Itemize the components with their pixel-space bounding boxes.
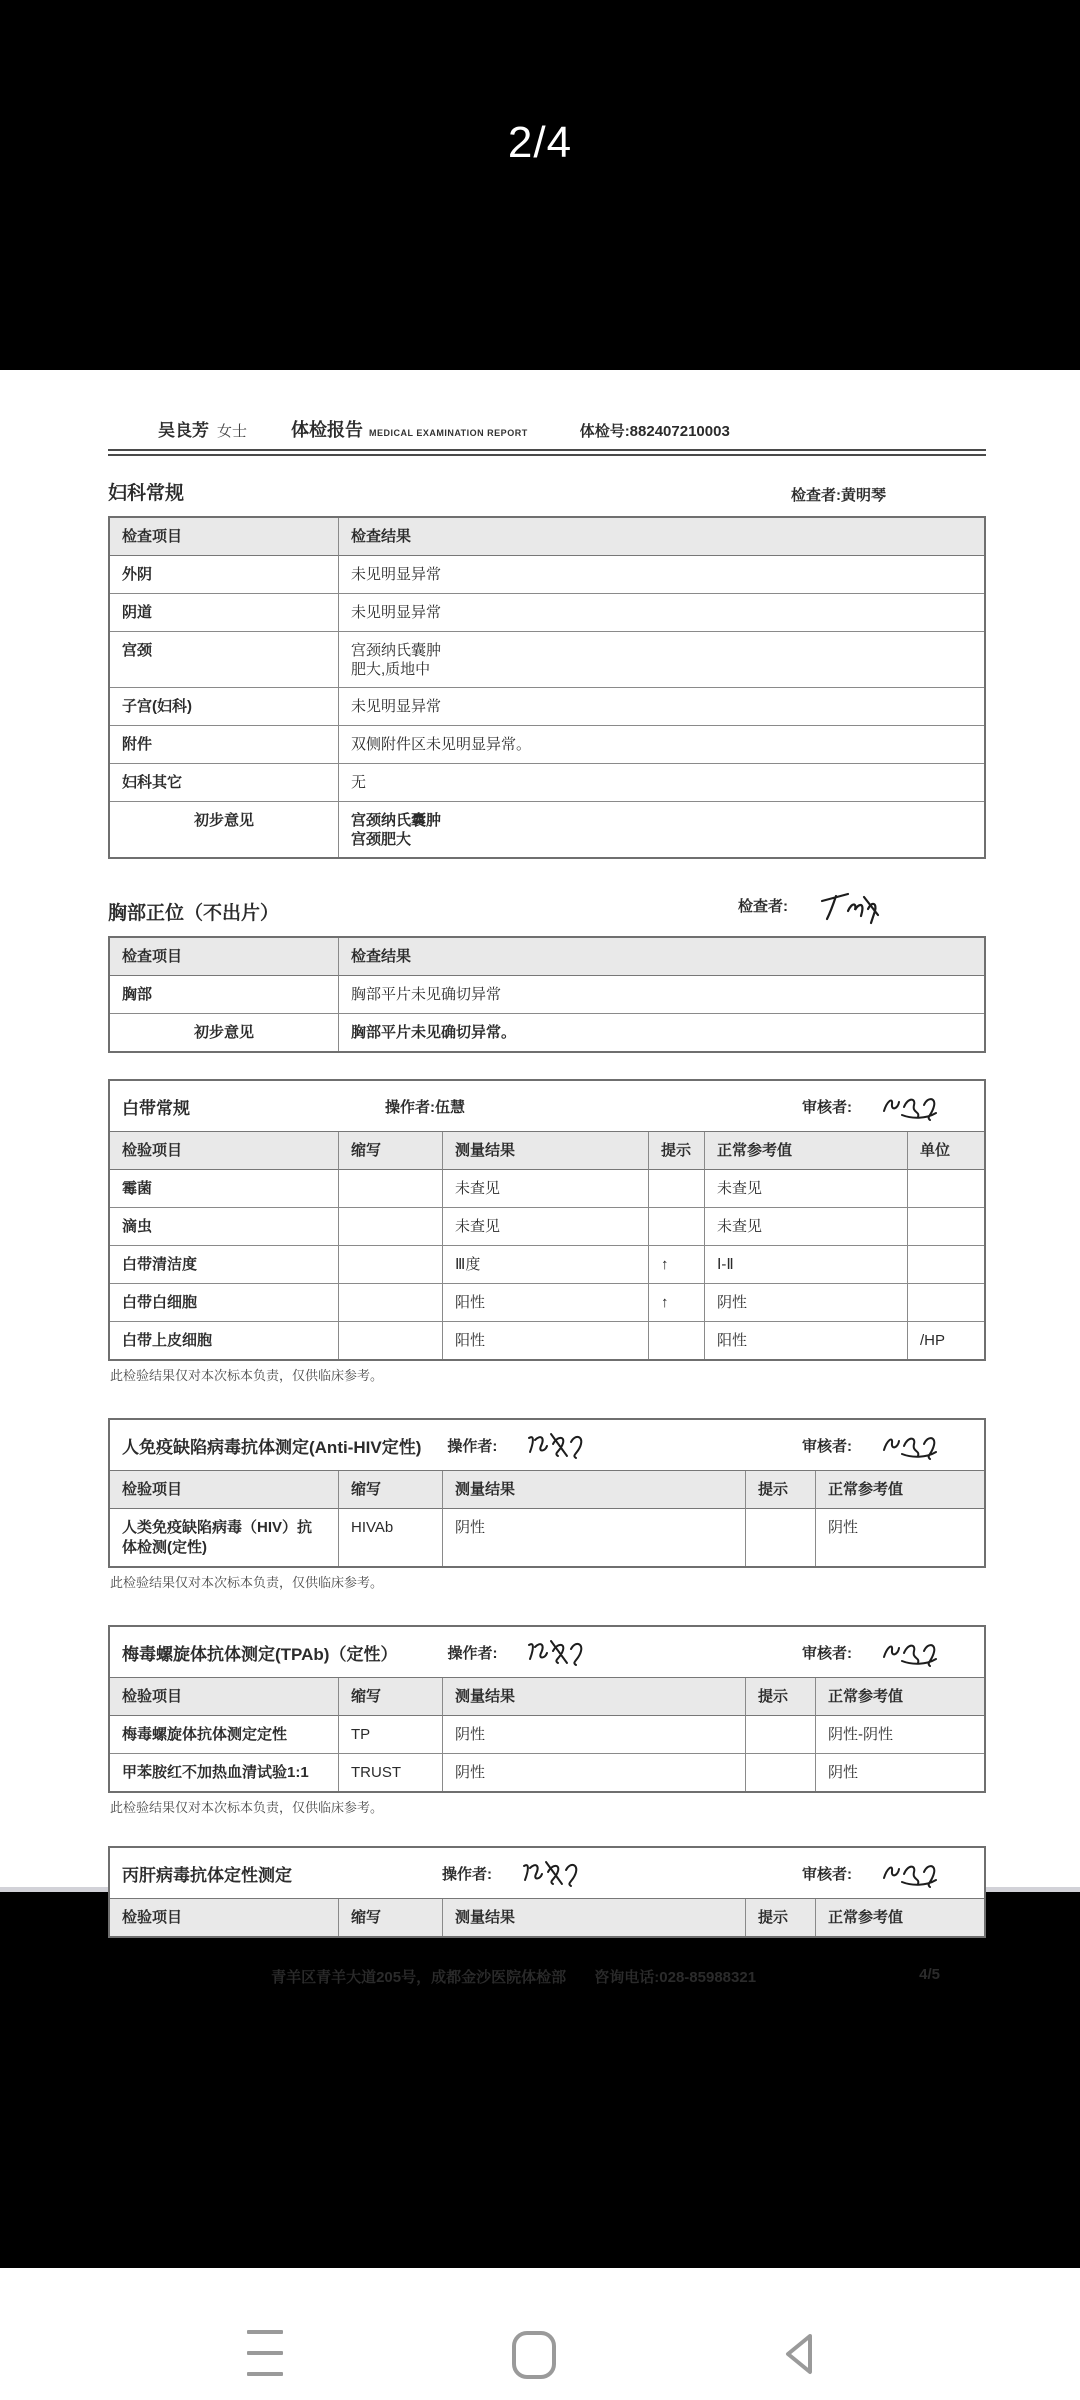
col-header: 单位	[908, 1132, 984, 1170]
cell-item: 子宫(妇科)	[110, 688, 339, 726]
header-divider	[108, 449, 986, 456]
cell-result: Ⅲ度	[443, 1246, 649, 1284]
footer-address	[271, 1966, 756, 1987]
section-chest-title: 胸部正位（不出片）	[108, 903, 280, 924]
col-header: 提示	[649, 1132, 705, 1170]
cell-abbr: TP	[339, 1716, 443, 1754]
chest-table	[108, 936, 986, 1053]
cell-item: 外阴	[110, 556, 339, 594]
disclaimer-note: 此检验结果仅对本次标本负责，仅供临床参考。	[110, 1800, 384, 1815]
cell-abbr	[339, 1246, 443, 1284]
cell-item: 白带清洁度	[110, 1246, 339, 1284]
cell-flag	[649, 1170, 705, 1208]
result-line: 宫颈肥大	[351, 831, 412, 848]
tpab-table	[108, 1625, 986, 1793]
examiner-label: 检查者:	[790, 487, 841, 504]
clinic-address: 青羊区青羊大道205号，成都金沙医院体检部	[271, 1969, 567, 1986]
col-header: 缩写	[339, 1471, 443, 1509]
cell-flag	[649, 1208, 705, 1246]
col-header: 检查项目	[110, 518, 339, 556]
cell-item: 人类免疫缺陷病毒（HIV）抗体检测(定性)	[110, 1509, 339, 1566]
recents-line	[247, 2372, 283, 2376]
cell-flag	[746, 1509, 816, 1566]
cell-item: 白带上皮细胞	[110, 1322, 339, 1359]
cell-result: 无	[339, 764, 984, 802]
document-footer	[108, 1966, 986, 1987]
cell-item: 初步意见	[110, 802, 339, 857]
examiner-label: 检查者:	[738, 897, 788, 915]
report-header	[108, 416, 986, 442]
operator	[447, 1635, 591, 1669]
signature-handwriting	[523, 1428, 591, 1462]
cell-result: 阳性	[443, 1322, 649, 1359]
cell-item: 附件	[110, 726, 339, 764]
col-header: 测量结果	[443, 1132, 649, 1170]
gyn-examiner	[791, 484, 886, 505]
col-header: 正常参考值	[705, 1132, 908, 1170]
col-header: 正常参考值	[816, 1899, 984, 1936]
cell-item: 胸部	[110, 976, 339, 1014]
patient-name: 吴良芳	[158, 421, 209, 440]
gyn-table	[108, 516, 986, 859]
cell-result: 阴性	[443, 1716, 746, 1754]
result-line: 宫颈纳氏囊肿	[351, 812, 442, 829]
cell-result: 未见明显异常	[339, 556, 984, 594]
cell-ref: 阴性	[828, 1764, 859, 1781]
cell-result: 未见明显异常	[339, 594, 984, 632]
reviewer-label: 审核者:	[802, 1437, 852, 1455]
col-header: 检验项目	[110, 1132, 339, 1170]
cell-item: 霉菌	[110, 1170, 339, 1208]
signature-handwriting	[814, 885, 886, 925]
cell-ref: 阳性	[705, 1322, 908, 1359]
cell-result: 胸部平片未见确切异常	[339, 976, 984, 1014]
hiv-table	[108, 1418, 986, 1568]
cell-item: 白带白细胞	[110, 1284, 339, 1322]
section-title: 白带常规	[122, 1098, 190, 1118]
reviewer	[802, 1428, 942, 1462]
report-title-en: MEDICAL EXAMINATION REPORT	[369, 428, 528, 438]
cell-unit	[908, 1208, 984, 1246]
operator-label: 操作者:	[442, 1865, 492, 1883]
cell-flag	[746, 1754, 816, 1791]
col-header: 测量结果	[443, 1899, 746, 1936]
page-indicator: 2/4	[507, 118, 573, 167]
col-header: 检验项目	[110, 1471, 339, 1509]
cell-result: 胸部平片未见确切异常。	[351, 1024, 517, 1041]
col-header: 检查项目	[110, 938, 339, 976]
signature-handwriting	[523, 1635, 591, 1669]
col-header: 缩写	[339, 1899, 443, 1936]
cell-flag	[649, 1322, 705, 1359]
operator-name: 伍慧	[435, 1098, 466, 1116]
reviewer	[802, 1089, 942, 1123]
col-header: 提示	[746, 1471, 816, 1509]
cell-abbr	[339, 1208, 443, 1246]
cell-result: 未查见	[443, 1170, 649, 1208]
cell-result: 阴性	[443, 1509, 746, 1566]
signature-handwriting	[878, 1635, 942, 1669]
signature-handwriting	[878, 1428, 942, 1462]
cell-unit: /HP	[920, 1332, 946, 1349]
cell-flag	[746, 1716, 816, 1754]
signature-handwriting	[878, 1856, 942, 1890]
hcv-title-row	[110, 1848, 984, 1899]
reviewer	[802, 1635, 942, 1669]
cell-abbr	[339, 1322, 443, 1359]
back-icon[interactable]	[778, 2330, 820, 2378]
section-gyn-title: 妇科常规	[108, 483, 185, 504]
cell-ref: 阴性	[828, 1519, 859, 1536]
col-header: 正常参考值	[816, 1678, 984, 1716]
col-header: 正常参考值	[816, 1471, 984, 1509]
hiv-title-row	[110, 1420, 984, 1471]
reviewer-label: 审核者:	[802, 1644, 852, 1662]
result-line: 宫颈纳氏囊肿	[351, 642, 442, 659]
cell-unit	[908, 1284, 984, 1322]
cell-result: 未查见	[443, 1208, 649, 1246]
home-icon[interactable]	[511, 2330, 557, 2380]
disclaimer-note: 此检验结果仅对本次标本负责，仅供临床参考。	[110, 1368, 384, 1383]
section-title: 丙肝病毒抗体定性测定	[122, 1865, 292, 1885]
recents-line	[247, 2351, 283, 2355]
section-chest-header	[108, 885, 986, 925]
cell-result: 阳性	[443, 1284, 649, 1322]
section-gyn-header	[108, 478, 986, 505]
cell-ref: 未查见	[705, 1208, 908, 1246]
cell-abbr	[339, 1284, 443, 1322]
cell-ref: Ⅰ-Ⅱ	[705, 1246, 908, 1284]
col-header: 测量结果	[443, 1678, 746, 1716]
cell-abbr	[339, 1170, 443, 1208]
section-title: 人免疫缺陷病毒抗体测定(Anti-HIV定性)	[122, 1437, 422, 1457]
operator	[385, 1096, 465, 1117]
col-header: 测量结果	[443, 1471, 746, 1509]
col-header: 提示	[746, 1899, 816, 1936]
recents-icon[interactable]	[247, 2330, 283, 2376]
cell-result: 阴性	[443, 1754, 746, 1791]
document-page-number: 4/5	[919, 1966, 940, 1983]
result-line: 肥大,质地中	[351, 661, 431, 678]
col-header: 缩写	[339, 1132, 443, 1170]
signature-handwriting	[878, 1089, 942, 1123]
cell-abbr: TRUST	[339, 1754, 443, 1791]
examiner-name: 黄明琴	[840, 487, 886, 504]
hcv-table	[108, 1846, 986, 1938]
col-header: 缩写	[339, 1678, 443, 1716]
leucorrhea-title-row	[110, 1081, 984, 1132]
cell-result	[339, 802, 984, 857]
signature-handwriting	[518, 1856, 586, 1890]
col-header: 提示	[746, 1678, 816, 1716]
cell-item: 梅毒螺旋体抗体测定定性	[110, 1716, 339, 1754]
report-title: 体检报告	[291, 420, 364, 440]
disclaimer-note: 此检验结果仅对本次标本负责，仅供临床参考。	[110, 1575, 384, 1590]
cell-ref: 阴性-阴性	[816, 1716, 984, 1754]
cell-result	[339, 632, 984, 688]
col-header: 检验项目	[110, 1899, 339, 1936]
cell-abbr: HIVAb	[339, 1509, 443, 1566]
recents-line	[247, 2330, 283, 2334]
reviewer-label: 审核者:	[802, 1098, 852, 1116]
operator-label: 操作者:	[447, 1644, 498, 1662]
cell-result: 双侧附件区未见明显异常。	[339, 726, 984, 764]
operator	[442, 1856, 586, 1890]
section-title: 梅毒螺旋体抗体测定(TPAb)（定性）	[122, 1644, 398, 1664]
cell-item: 初步意见	[110, 1014, 339, 1051]
cell-unit	[908, 1246, 984, 1284]
operator-label: 操作者:	[447, 1437, 498, 1455]
patient-gender: 女士	[217, 423, 248, 440]
cell-item: 妇科其它	[110, 764, 339, 802]
cell-item: 滴虫	[110, 1208, 339, 1246]
col-header: 检查结果	[339, 938, 984, 976]
cell-ref: 阴性	[705, 1284, 908, 1322]
clinic-phone: 咨询电话:028-85988321	[594, 1969, 757, 1986]
cell-flag: ↑	[649, 1284, 705, 1322]
operator-label: 操作者:	[385, 1098, 435, 1116]
col-header: 检查结果	[339, 518, 984, 556]
cell-item: 甲苯胺红不加热血清试验1:1	[110, 1754, 339, 1791]
cell-item: 阴道	[110, 594, 339, 632]
leucorrhea-table	[108, 1079, 986, 1361]
col-header: 检验项目	[110, 1678, 339, 1716]
cell-ref: 未查见	[705, 1170, 908, 1208]
operator	[447, 1428, 591, 1462]
cell-unit	[908, 1170, 984, 1208]
reviewer	[802, 1856, 942, 1890]
reviewer-label: 审核者:	[802, 1865, 852, 1883]
document-page[interactable]	[0, 370, 1080, 1986]
chest-examiner	[738, 885, 886, 925]
cell-flag: ↑	[649, 1246, 705, 1284]
exam-number: 体检号:882407210003	[579, 423, 730, 440]
cell-item: 宫颈	[110, 632, 339, 688]
tpab-title-row	[110, 1627, 984, 1678]
cell-result: 未见明显异常	[339, 688, 984, 726]
